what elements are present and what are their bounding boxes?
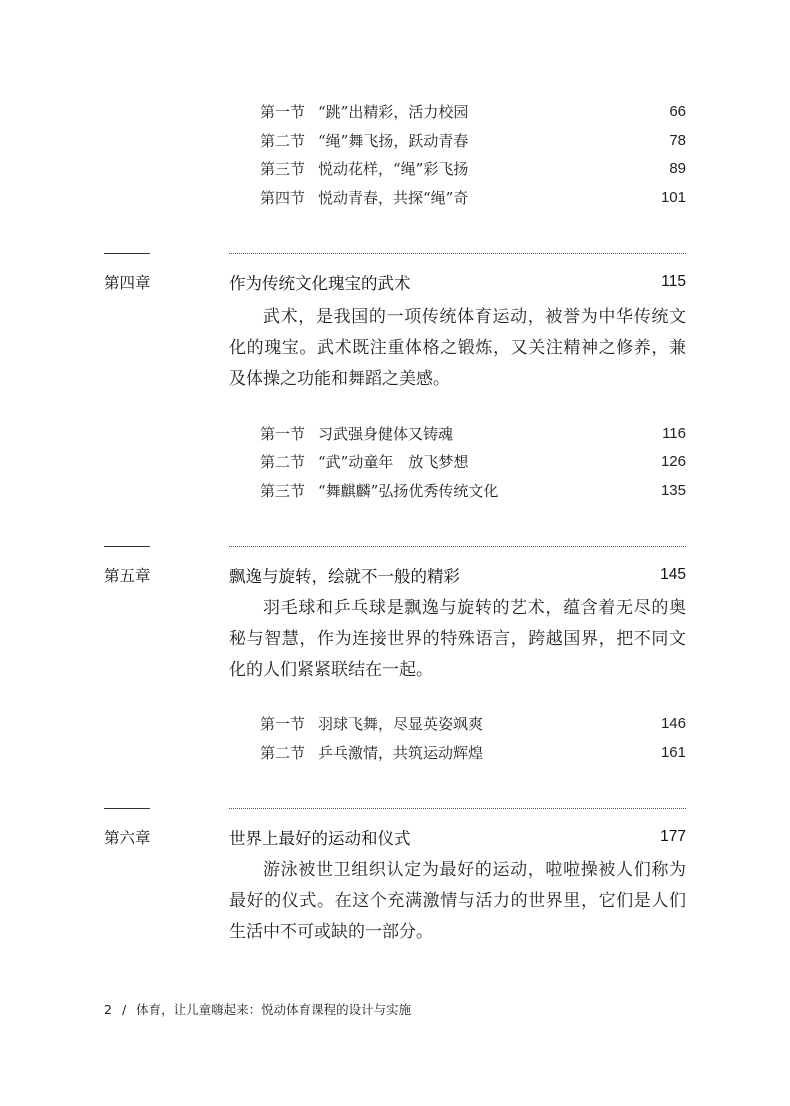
section-page: 116 bbox=[662, 424, 686, 442]
section-page: 101 bbox=[660, 188, 686, 206]
toc-section-row[interactable] bbox=[260, 476, 686, 504]
section-number: 第一节 bbox=[260, 714, 306, 733]
section-title: 悦动花样，“绳”彩飞扬 bbox=[318, 159, 469, 178]
section-title: 悦动青春，共探“绳”奇 bbox=[318, 188, 469, 207]
chapter-title: 世界上最好的运动和仪式 bbox=[229, 829, 411, 848]
section-page: 78 bbox=[669, 131, 686, 149]
toc-section-row[interactable] bbox=[260, 709, 686, 737]
section-page: 89 bbox=[669, 159, 686, 177]
page-footer bbox=[104, 998, 411, 1020]
section-number: 第一节 bbox=[260, 424, 306, 443]
chapter-number: 第五章 bbox=[104, 567, 151, 585]
section-number: 第二节 bbox=[260, 452, 306, 471]
section-number: 第二节 bbox=[260, 131, 306, 150]
section-number: 第三节 bbox=[260, 481, 306, 500]
chapter-description: 游泳被世卫组织认定为最好的运动，啦啦操被人们称为最好的仪式。在这个充满激情与活力的世界里，它们是人们生活中不可或缺的一部分。 bbox=[229, 860, 686, 942]
section-number: 第二节 bbox=[260, 743, 306, 762]
toc-section-row[interactable] bbox=[260, 419, 686, 447]
chapter-description: 羽毛球和乒乓球是飘逸与旋转的艺术，蕴含着无尽的奥秘与智慧，作为连接世界的特殊语言，跨越国界，把不同文化的人们紧紧联结在一起。 bbox=[229, 598, 686, 680]
chapter-divider-dotted bbox=[229, 253, 686, 254]
chapter-title: 作为传统文化瑰宝的武术 bbox=[229, 274, 411, 293]
chapter-divider-dotted bbox=[229, 808, 686, 809]
section-title: “武”动童年 放飞梦想 bbox=[318, 452, 469, 471]
chapter-number: 第六章 bbox=[104, 829, 151, 847]
chapter-page: 177 bbox=[660, 828, 686, 845]
toc-chapter-row[interactable] bbox=[104, 823, 686, 851]
section-title: “跳”出精彩，活力校园 bbox=[318, 102, 469, 121]
book-title: 体育，让儿童嗨起来：悦动体育课程的设计与实施 bbox=[136, 1002, 412, 1017]
chapter-divider-short bbox=[104, 546, 150, 547]
toc-section-row[interactable] bbox=[260, 183, 686, 211]
section-page: 66 bbox=[669, 102, 686, 120]
toc-section-row[interactable] bbox=[260, 154, 686, 182]
section-page: 126 bbox=[660, 452, 686, 470]
chapter-divider-short bbox=[104, 808, 150, 809]
section-page: 161 bbox=[660, 743, 686, 761]
section-page: 135 bbox=[660, 481, 686, 499]
section-number: 第三节 bbox=[260, 159, 306, 178]
toc-section-row[interactable] bbox=[260, 97, 686, 125]
footer-separator: / bbox=[121, 1001, 127, 1017]
toc-section-row[interactable] bbox=[260, 447, 686, 475]
section-title: 羽球飞舞，尽显英姿飒爽 bbox=[318, 714, 484, 733]
toc-section-row[interactable] bbox=[260, 126, 686, 154]
toc-section-row[interactable] bbox=[260, 738, 686, 766]
chapter-title: 飘逸与旋转，绘就不一般的精彩 bbox=[229, 567, 460, 586]
toc-chapter-row[interactable] bbox=[104, 268, 686, 296]
chapter-page: 145 bbox=[660, 566, 686, 583]
chapter-divider-short bbox=[104, 253, 150, 254]
toc-chapter-row[interactable] bbox=[104, 561, 686, 589]
section-title: “绳”舞飞扬，跃动青春 bbox=[318, 131, 469, 150]
section-title: 乒乓激情，共筑运动辉煌 bbox=[318, 743, 484, 762]
section-title: “舞麒麟”弘扬优秀传统文化 bbox=[318, 481, 499, 500]
chapter-divider-dotted bbox=[229, 546, 686, 547]
chapter-description: 武术，是我国的一项传统体育运动，被誉为中华传统文化的瑰宝。武术既注重体格之锻炼，又关注精神之修养，兼及体操之功能和舞蹈之美感。 bbox=[229, 307, 686, 389]
chapter-number: 第四章 bbox=[104, 274, 151, 292]
chapter-page: 115 bbox=[661, 273, 686, 290]
page-number: 2 bbox=[104, 1001, 112, 1017]
section-number: 第四节 bbox=[260, 188, 306, 207]
section-page: 146 bbox=[660, 714, 686, 732]
section-title: 习武强身健体又铸魂 bbox=[318, 424, 454, 443]
section-number: 第一节 bbox=[260, 102, 306, 121]
